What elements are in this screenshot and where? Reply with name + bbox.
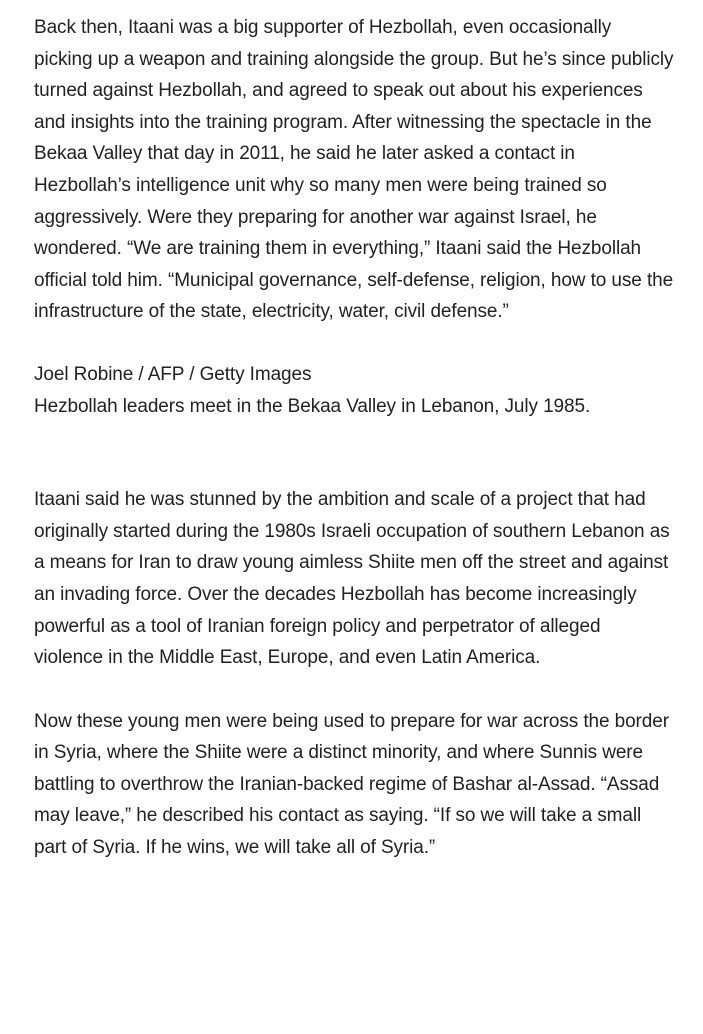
article-paragraph: Back then, Itaani was a big supporter of Hezbollah, even occasionally picking up a weapon and training alongside the group. But he’s since publicly turned against Hezbollah, and agreed to speak out about his experiences and insights into the training program. After witnessing the spectacle in the Bekaa Valley that day in 2011, he said he later asked a contact in Hezbollah’s intelligence unit why so many men were being trained so aggressively. Were they preparing for another war against Israel, he wondered. “We are training them in everything,” Itaani said the Hezbollah official told him. “Municipal governance, self-defense, religion, how to use the infrastructure of the state, electricity, water, civil defense.” [34,17,674,323]
article-paragraph: Now these young men were being used to prepare for war across the border in Syria, where the Shiite were a distinct minority, and where Sunnis were battling to overthrow the Iranian-backed regime of Bashar al-Assad. “Assad may leave,” he described his contact as saying. “If so we will take a small part of Syria. If he wins, we will take all of Syria.” [34,710,669,859]
photo-caption-text: Hezbollah leaders meet in the Bekaa Valley in Lebanon, July 1985. [34,395,591,417]
image-caption [34,359,674,422]
photo-credit: Joel Robine / AFP / Getty Images [34,363,312,385]
article-body [34,12,674,864]
article-paragraph: Itaani said he was stunned by the ambition and scale of a project that had originally started during the 1980s Israeli occupation of southern Lebanon as a means for Iran to draw young aimless Shiite men off the street and against an invading force. Over the decades Hezbollah has become increasingly powerful as a tool of Iranian foreign policy and perpetrator of alleged violence in the Middle East, Europe, and even Latin America. [34,489,670,669]
